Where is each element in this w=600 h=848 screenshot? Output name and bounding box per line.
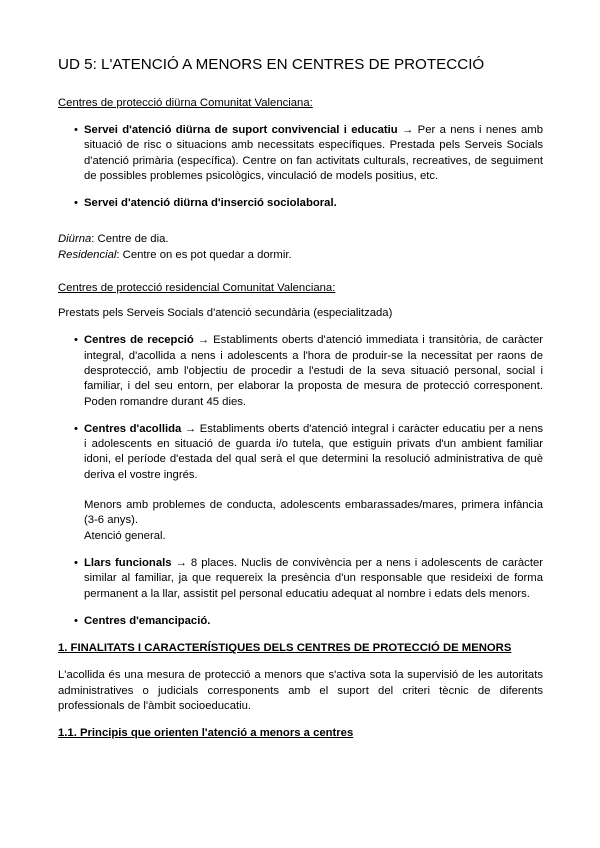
list-item [58, 614, 543, 629]
arrow-icon: → [402, 124, 414, 136]
list-item [58, 123, 543, 184]
item-extra: Atenció general. [84, 529, 166, 542]
bullet-icon: • [74, 614, 78, 627]
page-title: UD 5: L'ATENCIÓ A MENORS EN CENTRES DE PROTECCIÓ [58, 56, 485, 73]
definition-text: : Centre de dia. [91, 233, 169, 246]
item-term: Servei d'atenció diürna d'inserció sociolaboral. [84, 197, 337, 210]
item-extra: Menors amb problemes de conducta, adolescents embarassades/mares, primera infància (3-6 anys). [84, 499, 543, 527]
definition-text: : Centre on es pot quedar a dormir. [116, 248, 292, 261]
section-1-1-heading: 1.1. Principis que orienten l'atenció a menors a centres [58, 727, 354, 740]
item-term: Llars funcionals [84, 556, 172, 569]
residencial-list [58, 333, 543, 629]
bullet-icon: • [74, 334, 78, 347]
item-text: Per a nens i nenes amb situació de risc o situacions amb necessitats específiques. Prestada pels Serveis Socials d'atenció primària (específica). Centre on fan activitats culturals, recreatives, de seguiment de possibles problemes psicològics, vinculació de models positius, etc. [84, 124, 543, 182]
item-text: Establiments oberts d'atenció integral i caràcter educatiu per a nens i adolescents en situació de guarda i/o tutela, que estiguin privats d'un ambient familiar idoni, el període d'estada del qual serà el que determini la resolució administrativa de què deriva el vostre ingrés. [84, 422, 544, 481]
bullet-icon: • [74, 556, 78, 569]
arrow-icon: → [184, 422, 197, 435]
section-1-text: L'acollida és una mesura de protecció a menors que s'activa sota la supervisió de les autoritats administratives o judicials corresponents amb el suport del criteri tècnic de diferents professionals de l'àmbit socioeducatiu. [58, 669, 543, 713]
item-term: Centres d'acollida [84, 422, 182, 435]
list-item [58, 556, 543, 602]
list-item [58, 196, 543, 211]
list-item [58, 422, 543, 544]
arrow-icon: → [197, 334, 210, 347]
item-term: Centres d'emancipació. [84, 614, 211, 627]
bullet-icon: • [74, 422, 78, 435]
diurna-heading: Centres de protecció diürna Comunitat Valenciana: [58, 97, 313, 109]
bullet-icon: • [74, 197, 78, 210]
bullet-icon: • [74, 124, 78, 136]
list-item [58, 333, 543, 409]
item-term: Centres de recepció [84, 334, 194, 347]
arrow-icon: → [175, 556, 187, 569]
item-text: Establiments oberts d'atenció immediata i transitòria, de caràcter integral, d'acollida a nens i adolescents a l'hora de produir-se la necessitat per raons de desprotecció, amb l'objectiu de procedir a l'estudi de la seva situació personal, social i familiar, i del seu entorn, per elaborar la proposta de mesura de protecció corresponent. Poden romandre durant 45 dies. [84, 334, 544, 408]
item-text: 8 places. Nuclis de convivència per a nens i adolescents de caràcter similar al familiar, ja que requereix la presència d'un responsable que resideixi de forma permanent a la llar, assistit pel personal educatiu adequat al nombre i edats dels menors. [84, 556, 544, 600]
item-term: Servei d'atenció diürna de suport convivencial i educatiu [84, 124, 398, 136]
residencial-heading: Centres de protecció residencial Comunitat Valenciana: [58, 282, 336, 295]
definition-term: Diürna [58, 233, 92, 246]
residencial-intro: Prestats pels Serveis Socials d'atenció secundària (especialitzada) [58, 307, 393, 320]
definition-diurna [58, 232, 543, 247]
definition-residencial [58, 248, 543, 263]
definition-term: Residencial [58, 248, 117, 261]
section-1-heading: 1. FINALITATS I CARACTERÍSTIQUES DELS CENTRES DE PROTECCIÓ DE MENORS [58, 642, 512, 655]
diurna-list [58, 123, 543, 211]
